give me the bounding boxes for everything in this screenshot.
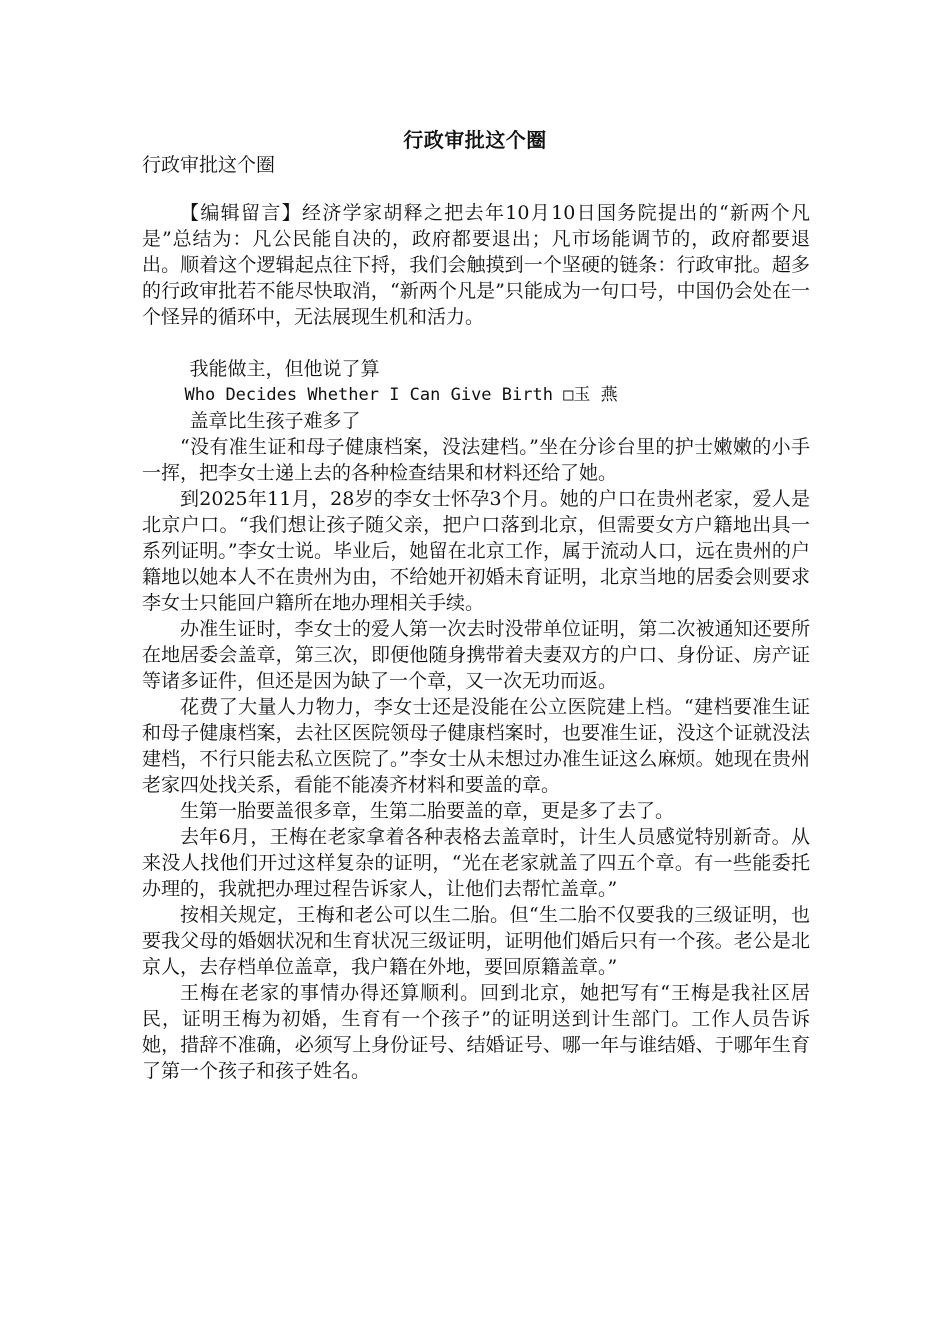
- document-title: 行政审批这个圈: [403, 128, 547, 152]
- paragraph: 花费了大量人力物力，李女士还是没能在公立医院建上档。“建档要准生证和母子健康档案，去社区医院领母子健康档案时，也要准生证，没这个证就没法建档，不行只能去私立医院了。”李女士从未想过办准生证这么麻烦。她现在贵州老家四处找关系，看能不能凑齐材料和要盖的章。: [142, 696, 810, 796]
- document-body: [142, 200, 810, 1084]
- section-heading: 我能做主，但他说了算: [189, 358, 380, 380]
- english-heading: Who Decides Whether I Can Give Birth □玉 燕: [184, 385, 618, 405]
- paragraph: 办准生证时，李女士的爱人第一次去时没带单位证明，第二次被通知还要所在地居委会盖章，第三次，即便他随身携带着夫妻双方的户口、身份证、房产证等诸多证件，但还是因为缺了一个章，又一次无功而返。: [142, 618, 810, 692]
- document-subtitle: 行政审批这个圈: [142, 154, 276, 176]
- paragraph: 按相关规定，王梅和老公可以生二胎。但“生二胎不仅要我的三级证明，也要我父母的婚姻状况和生育状况三级证明，证明他们婚后只有一个孩。老公是北京人，去存档单位盖章，我户籍在外地，要回原籍盖章。”: [142, 904, 810, 978]
- paragraph: 去年6月，王梅在老家拿着各种表格去盖章时，计生人员感觉特别新奇。从来没人找他们开过这样复杂的证明，“光在老家就盖了四五个章。有一些能委托办理的，我就把办理过程告诉家人，让他们去帮忙盖章。”: [142, 826, 810, 900]
- paragraph: 生第一胎要盖很多章，生第二胎要盖的章，更是多了去了。: [180, 800, 675, 822]
- paragraph: “没有准生证和母子健康档案，没法建档。”坐在分诊台里的护士嫩嫩的小手一挥，把李女士递上去的各种检查结果和材料还给了她。: [142, 436, 810, 484]
- sub-heading: 盖章比生孩子难多了: [189, 410, 361, 432]
- paragraph: 到2025年11月，28岁的李女士怀孕3个月。她的户口在贵州老家，爱人是北京户口。“我们想让孩子随父亲，把户口落到北京，但需要女方户籍地出具一系列证明。”李女士说。毕业后，她留在北京工作，属于流动人口，远在贵州的户籍地以她本人不在贵州为由，不给她开初婚未育证明，北京当地的居委会则要求李女士只能回户籍所在地办理相关手续。: [142, 488, 810, 614]
- paragraph: 王梅在老家的事情办得还算顺利。回到北京，她把写有“王梅是我社区居民，证明王梅为初婚，生育有一个孩子”的证明送到计生部门。工作人员告诉她，措辞不准确，必须写上身份证号、结婚证号、哪一年与谁结婚、于哪年生育了第一个孩子和孩子姓名。: [142, 982, 810, 1082]
- editor-note: 【编辑留言】经济学家胡释之把去年10月10日国务院提出的“新两个凡是”总结为：凡公民能自决的，政府都要退出；凡市场能调节的，政府都要退出。顺着这个逻辑起点往下捋，我们会触摸到一个坚硬的链条：行政审批。超多的行政审批若不能尽快取消，“新两个凡是”只能成为一句口号，中国仍会处在一个怪异的循环中，无法展现生机和活力。: [142, 202, 810, 328]
